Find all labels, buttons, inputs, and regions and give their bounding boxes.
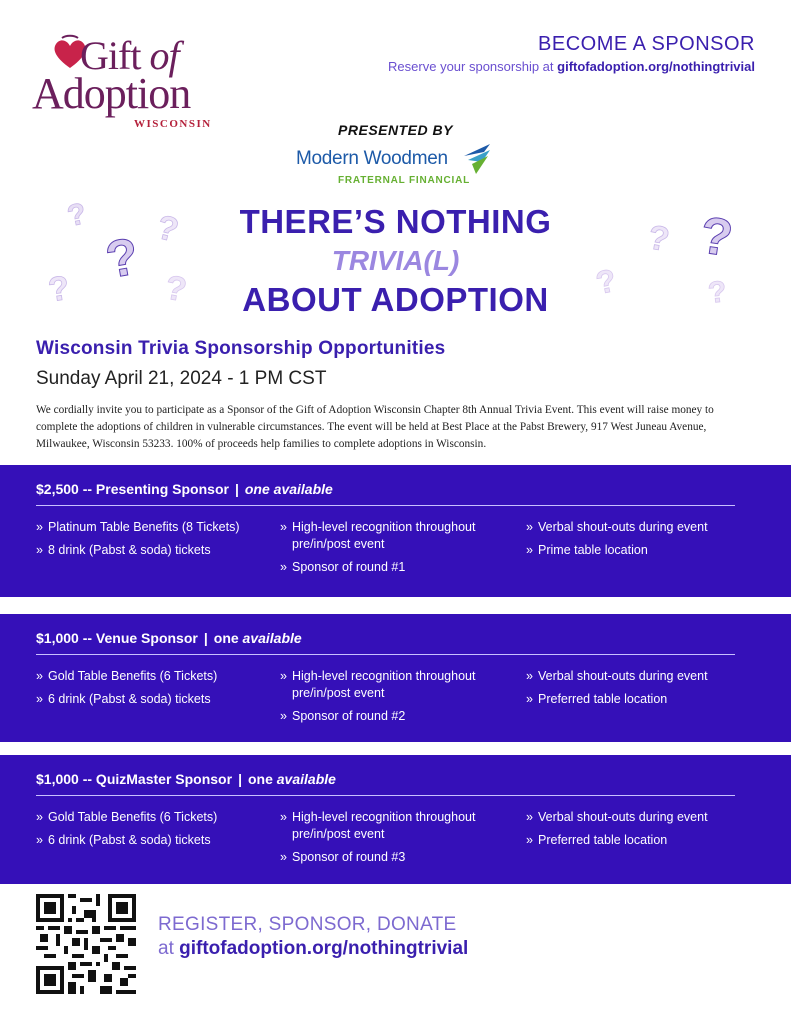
tier-divider — [36, 505, 735, 506]
svg-text:?: ? — [45, 268, 72, 310]
tier-benefits-col-1 — [36, 519, 266, 565]
benefit-item: » 6 drink (Pabst & soda) tickets — [36, 691, 266, 708]
presented-by-label: PRESENTED BY — [338, 122, 453, 138]
benefit-item: » 6 drink (Pabst & soda) tickets — [36, 832, 266, 849]
benefit-item: » Verbal shout-outs during event — [526, 668, 756, 685]
tier-benefits-col-3 — [526, 668, 756, 714]
tier-benefits-col-2 — [280, 668, 510, 731]
tier-benefits-col-1 — [36, 668, 266, 714]
tier-title: $1,000 -- Venue Sponsor | one available — [36, 630, 302, 646]
benefit-item: » Gold Table Benefits (6 Tickets) — [36, 809, 266, 826]
modern-woodmen-mark-icon — [462, 142, 492, 178]
modern-woodmen-tagline: FRATERNAL FINANCIAL — [338, 175, 471, 186]
svg-text:?: ? — [101, 227, 144, 290]
tier-benefits-col-1 — [36, 809, 266, 855]
svg-text:?: ? — [645, 218, 673, 260]
benefit-item: » Preferred table location — [526, 832, 756, 849]
benefit-item: » Preferred table location — [526, 691, 756, 708]
svg-text:?: ? — [64, 197, 90, 234]
svg-text:?: ? — [152, 208, 183, 250]
headline-line-1: THERE’S NOTHING — [239, 203, 552, 240]
sponsor-link[interactable]: giftofadoption.org/nothingtrivial — [557, 59, 755, 74]
tier-band-presenting — [0, 465, 791, 597]
qr-code-icon[interactable] — [36, 894, 136, 994]
modern-woodmen-logo — [296, 142, 496, 192]
benefit-item: » High-level recognition throughout pre/in/post event — [280, 809, 510, 843]
headline — [0, 202, 791, 320]
benefit-item: » High-level recognition throughout pre/in/post event — [280, 668, 510, 702]
headline-line-3: ABOUT ADOPTION — [242, 281, 549, 318]
gift-of-adoption-logo — [32, 33, 232, 130]
benefit-item: » 8 drink (Pabst & soda) tickets — [36, 542, 266, 559]
logo-text-wisconsin: WISCONSIN — [134, 118, 212, 130]
section-title: Wisconsin Trivia Sponsorship Opportunities — [36, 338, 446, 359]
tier-divider — [36, 795, 735, 796]
tier-benefits-col-2 — [280, 519, 510, 582]
event-date: Sunday April 21, 2024 - 1 PM CST — [36, 368, 327, 389]
benefit-item: » Platinum Table Benefits (8 Tickets) — [36, 519, 266, 536]
svg-text:?: ? — [706, 275, 729, 310]
tier-title: $2,500 -- Presenting Sponsor | one available — [36, 481, 333, 497]
intro-paragraph: We cordially invite you to participate as a Sponsor of the Gift of Adoption Wisconsin Chapter 8th Annual Trivia Event. This event will raise money to complete the adoptions of children in vulnerable circumstances. The event will be held at Best Place at the Pabst Brewery, 917 West Juneau Avenue, Milwaukee, Wisconsin 53233. 100% of proceeds help families to complete adoptions in Wisconsin. — [36, 404, 714, 450]
logo-text-of: of — [149, 33, 179, 78]
become-sponsor-title: BECOME A SPONSOR — [538, 33, 755, 55]
tier-band-quizmaster — [0, 755, 791, 884]
tier-benefits-col-3 — [526, 519, 756, 565]
tier-benefits-col-2 — [280, 809, 510, 872]
tier-divider — [36, 654, 735, 655]
benefit-item: » Sponsor of round #1 — [280, 559, 510, 576]
benefit-item: » High-level recognition throughout pre/in/post event — [280, 519, 510, 553]
tier-band-venue — [0, 614, 791, 742]
benefit-item: » Sponsor of round #2 — [280, 708, 510, 725]
svg-text:?: ? — [162, 268, 190, 310]
tier-benefits-col-3 — [526, 809, 756, 855]
benefit-item: » Prime table location — [526, 542, 756, 559]
svg-text:?: ? — [696, 206, 737, 269]
register-line: REGISTER, SPONSOR, DONATE — [158, 914, 457, 935]
register-link[interactable]: giftofadoption.org/nothingtrivial — [179, 938, 469, 959]
become-sponsor-block — [388, 32, 755, 76]
headline-line-2: TRIVIA(L) — [331, 245, 460, 276]
benefit-item: » Verbal shout-outs during event — [526, 809, 756, 826]
register-link-line: at giftofadoption.org/nothingtrivial — [158, 938, 469, 959]
become-sponsor-subtitle: Reserve your sponsorship at giftofadoption.org/nothingtrivial — [388, 59, 755, 74]
logo-text-adoption: Adoption — [32, 69, 191, 118]
tier-title: $1,000 -- QuizMaster Sponsor | one available — [36, 771, 336, 787]
logo-text-gift: Gift — [80, 33, 150, 78]
svg-text:?: ? — [592, 261, 620, 302]
benefit-item: » Gold Table Benefits (6 Tickets) — [36, 668, 266, 685]
benefit-item: » Sponsor of round #3 — [280, 849, 510, 866]
modern-woodmen-name: Modern Woodmen — [296, 148, 448, 169]
benefit-item: » Verbal shout-outs during event — [526, 519, 756, 536]
